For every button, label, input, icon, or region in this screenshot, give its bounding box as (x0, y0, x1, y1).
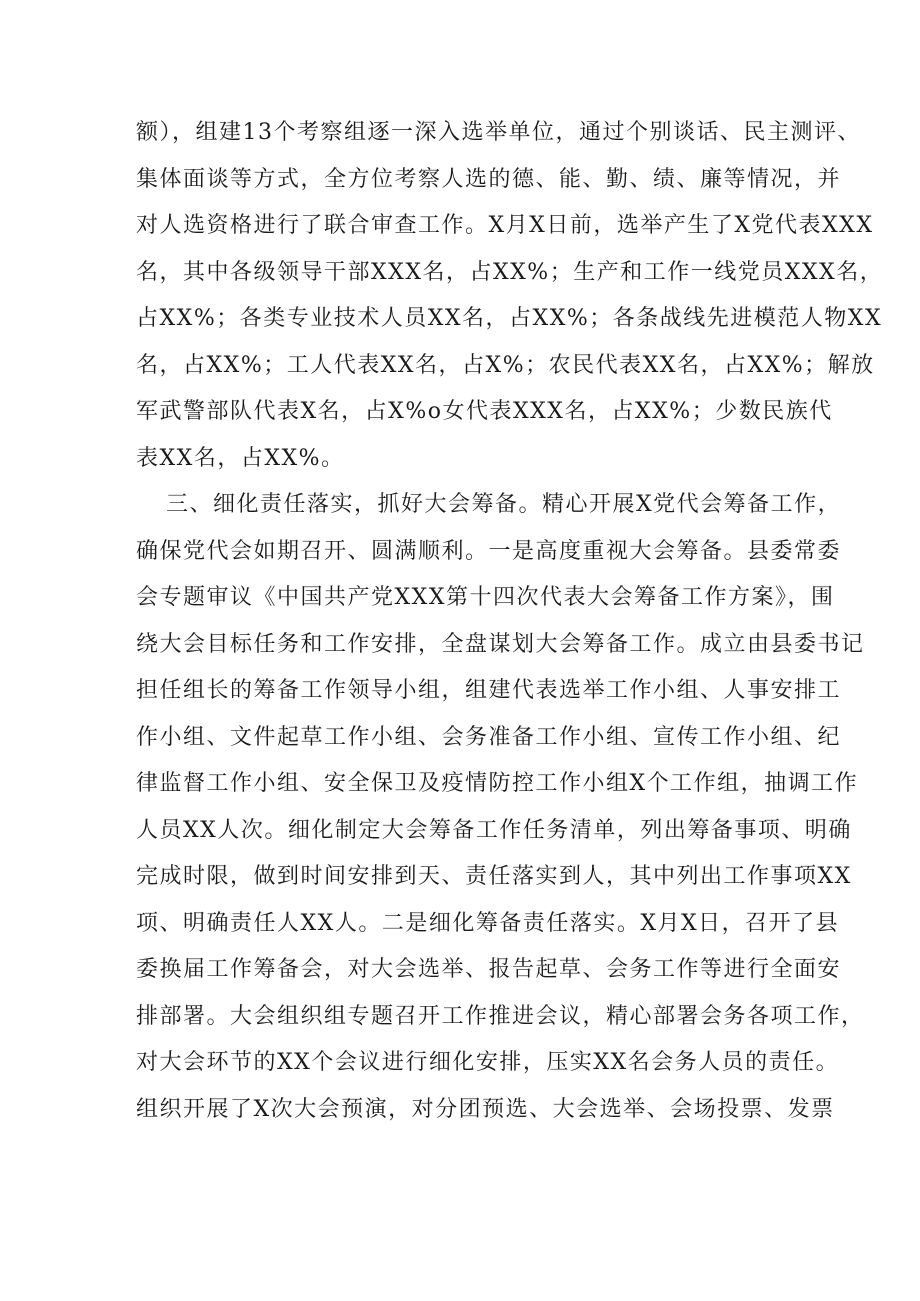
text-line: 表XX名，占XX%。 (136, 445, 345, 471)
text-line: 绕大会目标任务和工作安排，全盘谋划大会筹备工作。成立由县委书记 (136, 631, 865, 657)
text-line: 额），组建13个考察组逐一深入选举单位，通过个别谈话、民主测评、 (136, 120, 861, 145)
text-line: 对大会环节的XX个会议进行细化安排，压实XX名会务人员的责任。 (136, 1050, 840, 1075)
text-line: 名，其中各级领导干部XXX名，占XX%；生产和工作一线党员XXX名， (136, 259, 884, 285)
text-line: 三、细化责任落实，抓好大会筹备。精心开展X党代会筹备工作， (166, 492, 842, 517)
paragraph-congress-preparation (136, 482, 865, 1133)
text-line: 排部署。大会组织组专题召开工作推进会议，精心部署会务各项工作， (136, 1003, 865, 1029)
text-line: 军武警部队代表X名，占X%o女代表XXX名，占XX%；少数民族代 (136, 399, 833, 424)
paragraph-delegate-election (136, 110, 884, 482)
text-line: 项、明确责任人XX人。二是细化筹备责任落实。X月X日，召开了县 (136, 910, 840, 936)
text-line: 委换届工作筹备会，对大会选举、报告起草、会务工作等进行全面安 (136, 957, 842, 982)
text-line: 完成时限，做到时间安排到天、责任落实到人，其中列出工作事项XX (136, 864, 852, 889)
text-line: 人员XX人次。细化制定大会筹备工作任务清单，列出筹备事项、明确 (136, 817, 852, 843)
text-line: 确保党代会如期召开、圆满顺利。一是高度重视大会筹备。县委常委 (136, 538, 842, 564)
text-line: 占XX%；各类专业技术人员XX名，占XX%；各条战线先进模范人物XX (136, 306, 883, 331)
text-line: 作小组、文件起草工作小组、会务准备工作小组、宣传工作小组、纪 (136, 724, 842, 750)
text-line: 组织开展了X次大会预演，对分团预选、大会选举、会场投票、发票 (136, 1096, 835, 1122)
text-line: 名，占XX%；工人代表XX名，占X%；农民代表XX名，占XX%；解放 (136, 352, 875, 378)
document-body (136, 110, 884, 1133)
text-line: 律监督工作小组、安全保卫及疫情防控工作小组X个工作组，抽调工作 (136, 771, 859, 796)
text-line: 对人选资格进行了联合审查工作。X月X日前，选举产生了X党代表XXX (136, 213, 874, 238)
text-line: 集体面谈等方式，全方位考察人选的德、能、勤、绩、廉等情况，并 (136, 166, 842, 192)
text-line: 会专题审议《中国共产党XXX第十四次代表大会筹备工作方案》，围 (136, 585, 835, 610)
text-line: 担任组长的筹备工作领导小组，组建代表选举工作小组、人事安排工 (136, 678, 842, 703)
